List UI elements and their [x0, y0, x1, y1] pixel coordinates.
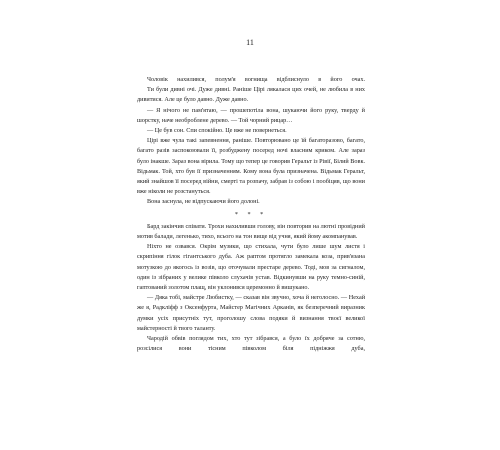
body-text: [137, 75, 365, 354]
paragraph: Чоловік нахилився, полум'я вогнища відблиснуло в його очах.: [147, 76, 365, 83]
paragraph: Чародій обвів поглядом тих, хто тут зібрався, а було їх добряче за сотню, розсілися вони тісним півколом біля підніжжя дуба,: [137, 335, 365, 353]
paragraph: Бард закінчив співати. Трохи нахиливши голову, він повторив на лютні провідний мотив балади, легенько, тихо, всього на тон вище від учня, який йому акомпанував.: [137, 222, 365, 241]
page-number: 11: [246, 38, 254, 47]
paragraph: — Я нічого не пам'ятаю, — прошепотіла вона, шукаючи його руку, тверду й шорстку, наче необроблене дерево. — Той чорний рицар…: [137, 106, 365, 124]
paragraph: — Дяка тобі, майстре Любистку, — сказав він звучно, хоча й неголосно. — Нехай же я, Радкліфф з Оксенфурта, Майстер Магічних Арканів, як безперечний виразник думки усіх присутніх тут, проголошу слова подяки й визнання твоєї великої майстерності й твого таланту.: [137, 294, 365, 332]
paragraph: Ніхто не озвався. Окрім музики, що стихала, чути було лише шум листя і скрипіння гілок гігантського дуба. Аж раптом протягло замекала коза, прив'язана мотузкою до якогось із возів, що оточували престаре дерево. Тоді, мов за сигналом, один із зібраних у велике півколо слухачів устав. Відкинувши на руку темно-синій, гаптований золотом плащ, він уклонився церемонно й вишукано.: [137, 243, 365, 292]
paragraph: Вона заснула, не відпускаючи його долоні.: [147, 198, 260, 206]
paragraph: Цірі вже чула такі запевнення, раніше. Повторювано це їй багаторазово, багато, багато разів заспокоювали її, розбуджену посеред ночі власним криком. Але зараз було інакше. Зараз вона вірила. Тому що тепер це говорив Геральт із Рівії, Білий Вовк. Відьмак. Той, хто був її призначенням. Кому вона була призначена. Відьмак Геральт, який знайшов її посеред війни, смерті та розпачу, забрав із собою і пообіцяв, що вони вже ніколи не розстануться.: [137, 137, 365, 196]
paragraph: — Це був сон. Спи спокійно. Це вже не повернеться.: [147, 127, 287, 135]
section-separator: * * *: [234, 210, 268, 218]
paragraph: Ти були дивні очі. Дуже дивні. Раніше Цірі лякалася цих очей, не любила в них дивитися. Але це було давно. Дуже давно.: [137, 86, 365, 104]
